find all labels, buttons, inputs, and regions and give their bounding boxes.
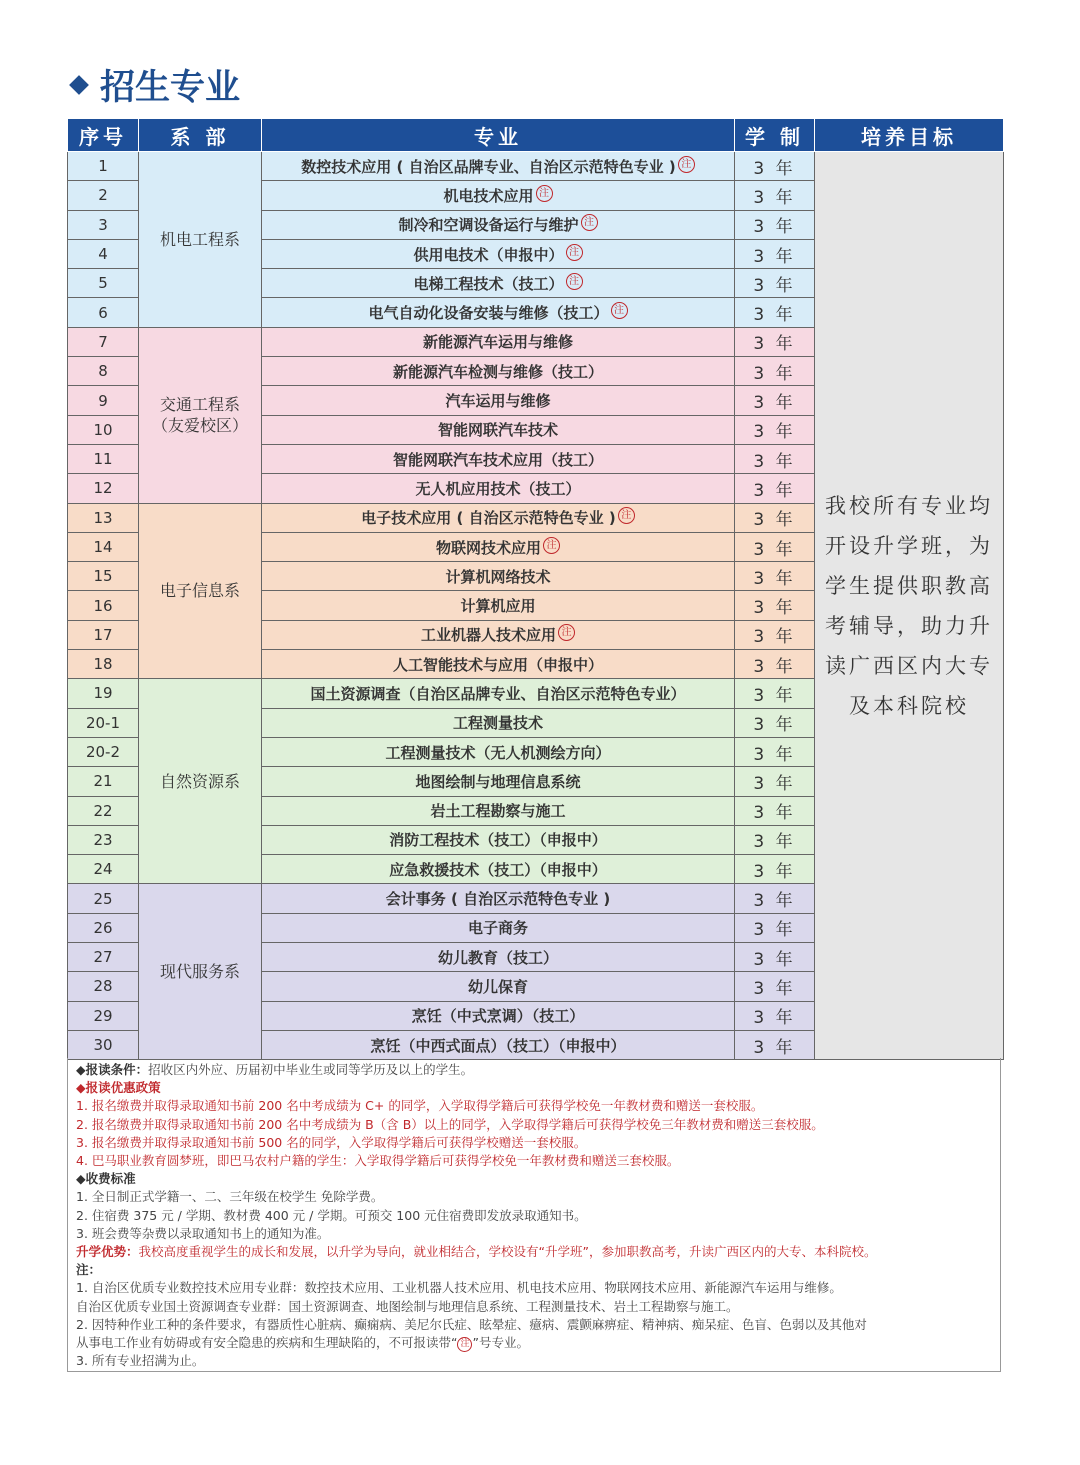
major-name <box>262 269 735 298</box>
study-years: 3 年 <box>735 796 815 825</box>
row-number: 5 <box>68 269 139 298</box>
major-label: 烹饪（中式烹调）（技工） <box>411 1007 585 1026</box>
study-years: 3 年 <box>735 650 815 679</box>
policy-title: ◆报读优惠政策 <box>76 1080 161 1096</box>
row-number: 2 <box>68 181 139 210</box>
row-number: 8 <box>68 357 139 386</box>
row-number: 27 <box>68 943 139 972</box>
major-label: 烹饪（中西式面点）（技工）（申报中） <box>370 1036 626 1055</box>
fee-item: 1. 全日制正式学籍一、二、三年级在校学生 免除学费。 <box>76 1189 384 1205</box>
major-name <box>262 444 735 473</box>
study-years: 3 年 <box>735 913 815 942</box>
major-label: 制冷和空调设备运行与维护 <box>398 216 579 235</box>
study-years: 3 年 <box>735 269 815 298</box>
department-name: 现代服务系 <box>139 884 262 1060</box>
conditions-line <box>76 1061 992 1079</box>
row-number: 16 <box>68 591 139 620</box>
study-years: 3 年 <box>735 855 815 884</box>
department-name: 交通工程系 （友爱校区） <box>139 327 262 503</box>
header-dept: 系 部 <box>139 119 262 152</box>
major-name <box>262 415 735 444</box>
major-label: 汽车运用与维修 <box>445 392 551 411</box>
majors-table-body <box>68 152 1004 1060</box>
row-number: 17 <box>68 620 139 649</box>
major-name <box>262 825 735 854</box>
row-number: 24 <box>68 855 139 884</box>
major-label: 幼儿保育 <box>467 977 528 996</box>
major-label: 智能网联汽车技术 <box>437 421 558 440</box>
remark-item: 2. 因特种作业工种的条件要求，有器质性心脏病、癫痫病、美尼尔氏症、眩晕症、癔病、震颤麻痹症、精神病、痴呆症、色盲、色弱以及其他对 <box>76 1316 867 1332</box>
note-mark-icon: 注 <box>678 156 695 173</box>
fee-item: 3. 班会费等杂费以录取通知书上的通知为准。 <box>76 1225 330 1241</box>
remark-title: 注： <box>76 1262 102 1278</box>
fee-title: ◆收费标准 <box>76 1171 136 1187</box>
majors-table <box>67 118 1004 1060</box>
row-number: 12 <box>68 474 139 503</box>
major-label: 工程测量技术 <box>452 714 543 733</box>
note-mark-icon: 注 <box>543 537 560 554</box>
department-name: 自然资源系 <box>139 679 262 884</box>
advantage-line <box>76 1243 992 1261</box>
major-name <box>262 1001 735 1030</box>
major-name <box>262 210 735 239</box>
row-number: 15 <box>68 562 139 591</box>
major-name <box>262 474 735 503</box>
major-label: 国土资源调查（自治区品牌专业、自治区示范特色专业） <box>310 684 686 703</box>
study-years: 3 年 <box>735 152 815 181</box>
policy-item: 1. 报名缴费并取得录取通知书前 200 名中考成绩为 C+ 的同学，入学取得学籍后可获得学校免一年教材费和赠送一套校服。 <box>76 1098 764 1114</box>
conditions-label: ◆报读条件： <box>76 1062 149 1077</box>
major-name <box>262 152 735 181</box>
row-number: 21 <box>68 767 139 796</box>
major-label: 机电技术应用 <box>443 186 534 205</box>
major-name <box>262 855 735 884</box>
header-major: 专业 <box>262 119 735 152</box>
note-mark-icon: 注 <box>566 273 583 290</box>
major-name <box>262 796 735 825</box>
row-number: 7 <box>68 327 139 356</box>
row-number: 20-2 <box>68 737 139 766</box>
note-mark-icon: 注 <box>566 244 583 261</box>
major-label: 智能网联汽车技术应用（技工） <box>392 450 603 469</box>
major-label: 新能源汽车运用与维修 <box>422 333 573 352</box>
row-number: 6 <box>68 298 139 327</box>
row-number: 23 <box>68 825 139 854</box>
major-label: 应急救援技术（技工）（申报中） <box>389 860 607 879</box>
note-mark-icon: 注 <box>536 185 553 202</box>
major-name <box>262 1030 735 1059</box>
row-number: 18 <box>68 650 139 679</box>
row-number: 26 <box>68 913 139 942</box>
row-number: 29 <box>68 1001 139 1030</box>
study-years: 3 年 <box>735 767 815 796</box>
major-label: 电子商务 <box>467 919 528 938</box>
row-number: 4 <box>68 239 139 268</box>
major-label: 新能源汽车检测与维修（技工） <box>392 362 603 381</box>
major-label: 计算机应用 <box>460 597 536 616</box>
policy-item: 3. 报名缴费并取得录取通知书前 500 名的同学，入学取得学籍后可获得学校赠送一套校服。 <box>76 1134 587 1150</box>
major-name <box>262 884 735 913</box>
major-label: 地图绘制与地理信息系统 <box>415 772 581 791</box>
major-name <box>262 181 735 210</box>
study-years: 3 年 <box>735 825 815 854</box>
major-name <box>262 503 735 532</box>
major-name <box>262 386 735 415</box>
remark-line4-prefix: 从事电工作业有妨碍或有安全隐患的疾病和生理缺陷的，不可报读带“ <box>76 1335 458 1351</box>
study-years: 3 年 <box>735 562 815 591</box>
row-number: 9 <box>68 386 139 415</box>
major-name <box>262 913 735 942</box>
major-label: 工业机器人技术应用 <box>420 626 556 645</box>
row-number: 22 <box>68 796 139 825</box>
major-label: 数控技术应用 ( 自治区品牌专业、自治区示范特色专业 ) <box>301 157 676 176</box>
study-years: 3 年 <box>735 357 815 386</box>
major-name <box>262 737 735 766</box>
study-years: 3 年 <box>735 415 815 444</box>
major-name <box>262 591 735 620</box>
study-years: 3 年 <box>735 327 815 356</box>
study-years: 3 年 <box>735 943 815 972</box>
table-row <box>68 152 1004 181</box>
major-label: 人工智能技术与应用（申报中） <box>392 655 603 674</box>
study-years: 3 年 <box>735 737 815 766</box>
major-name <box>262 532 735 561</box>
diamond-icon <box>69 75 89 95</box>
major-name <box>262 767 735 796</box>
study-years: 3 年 <box>735 1030 815 1059</box>
table-header-row <box>68 119 1004 152</box>
study-years: 3 年 <box>735 298 815 327</box>
study-years: 3 年 <box>735 386 815 415</box>
major-name <box>262 943 735 972</box>
page-title <box>68 62 240 108</box>
remark-line4-suffix: ”号专业。 <box>472 1335 529 1351</box>
row-number: 30 <box>68 1030 139 1059</box>
row-number: 13 <box>68 503 139 532</box>
major-name <box>262 298 735 327</box>
study-years: 3 年 <box>735 972 815 1001</box>
major-name <box>262 650 735 679</box>
header-years: 学 制 <box>735 119 815 152</box>
major-label: 计算机网络技术 <box>445 567 551 586</box>
study-years: 3 年 <box>735 679 815 708</box>
major-label: 电梯工程技术（技工） <box>413 274 564 293</box>
note-mark-icon: 注 <box>558 624 575 641</box>
training-goal: 我校所有专业均开设升学班，为学生提供职教高考辅导，助力升读广西区内大专及本科院校 <box>815 152 1004 1060</box>
department-name: 电子信息系 <box>139 503 262 679</box>
major-name <box>262 620 735 649</box>
note-mark-icon: 注 <box>618 507 635 524</box>
conditions-text: 招收区内外应、历届初中毕业生或同等学历及以上的学生。 <box>148 1062 474 1077</box>
major-label: 岩土工程勘察与施工 <box>430 802 566 821</box>
study-years: 3 年 <box>735 884 815 913</box>
study-years: 3 年 <box>735 444 815 473</box>
note-mark-icon: 注 <box>611 302 628 319</box>
study-years: 3 年 <box>735 1001 815 1030</box>
study-years: 3 年 <box>735 532 815 561</box>
advantage-text: 我校高度重视学生的成长和发展，以升学为导向，就业相结合，学校设有“升学班”，参加职教高考，升读广西区内的大专、本科院校。 <box>138 1244 877 1260</box>
note-mark-icon: 注 <box>457 1337 472 1352</box>
row-number: 28 <box>68 972 139 1001</box>
row-number: 11 <box>68 444 139 473</box>
fee-item: 2. 住宿费 375 元 / 学期、教材费 400 元 / 学期。可预交 100 元住宿费即发放录取通知书。 <box>76 1207 587 1223</box>
study-years: 3 年 <box>735 210 815 239</box>
study-years: 3 年 <box>735 708 815 737</box>
advantage-label: 升学优势： <box>76 1244 139 1260</box>
major-name <box>262 357 735 386</box>
row-number: 3 <box>68 210 139 239</box>
study-years: 3 年 <box>735 239 815 268</box>
row-number: 14 <box>68 532 139 561</box>
study-years: 3 年 <box>735 503 815 532</box>
major-label: 电气自动化设备安装与维修（技工） <box>368 304 609 323</box>
major-name <box>262 327 735 356</box>
major-label: 物联网技术应用 <box>435 538 541 557</box>
major-label: 会计事务 ( 自治区示范特色专业 ) <box>385 890 611 909</box>
remark-item: 自治区优质专业国土资源调查专业群：国土资源调查、地图绘制与地理信息系统、工程测量技术、岩土工程勘察与施工。 <box>76 1298 739 1314</box>
major-label: 工程测量技术（无人机测绘方向） <box>385 743 611 762</box>
notes-panel <box>67 1058 1001 1372</box>
header-no: 序号 <box>68 119 139 152</box>
header-goal: 培养目标 <box>815 119 1004 152</box>
remark-item: 1. 自治区优质专业数控技术应用专业群：数控技术应用、工业机器人技术应用、机电技术应用、物联网技术应用、新能源汽车运用与维修。 <box>76 1280 842 1296</box>
major-label: 无人机应用技术（技工） <box>415 479 581 498</box>
major-name <box>262 562 735 591</box>
row-number: 25 <box>68 884 139 913</box>
major-name <box>262 679 735 708</box>
page-title-text: 招生专业 <box>100 68 241 108</box>
row-number: 1 <box>68 152 139 181</box>
major-label: 幼儿教育（技工） <box>437 948 558 967</box>
department-name: 机电工程系 <box>139 152 262 328</box>
row-number: 10 <box>68 415 139 444</box>
study-years: 3 年 <box>735 181 815 210</box>
study-years: 3 年 <box>735 591 815 620</box>
major-label: 供用电技术（申报中） <box>413 245 564 264</box>
study-years: 3 年 <box>735 474 815 503</box>
note-mark-icon: 注 <box>581 214 598 231</box>
major-name <box>262 708 735 737</box>
major-name <box>262 239 735 268</box>
study-years: 3 年 <box>735 620 815 649</box>
policy-item: 2. 报名缴费并取得录取通知书前 200 名中考成绩为 B（含 B）以上的同学，入学取得学籍后可获得学校免三年教材费和赠送三套校服。 <box>76 1116 824 1132</box>
major-name <box>262 972 735 1001</box>
remark-item: 3. 所有专业招满为止。 <box>76 1353 205 1369</box>
major-label: 电子技术应用 ( 自治区示范特色专业 ) <box>361 509 616 528</box>
row-number: 20-1 <box>68 708 139 737</box>
row-number: 19 <box>68 679 139 708</box>
remark-item <box>76 1334 992 1352</box>
policy-item: 4. 巴马职业教育圆梦班，即巴马农村户籍的学生：入学取得学籍后可获得学校免一年教材费和赠送三套校服。 <box>76 1153 680 1169</box>
major-label: 消防工程技术（技工）（申报中） <box>389 831 607 850</box>
